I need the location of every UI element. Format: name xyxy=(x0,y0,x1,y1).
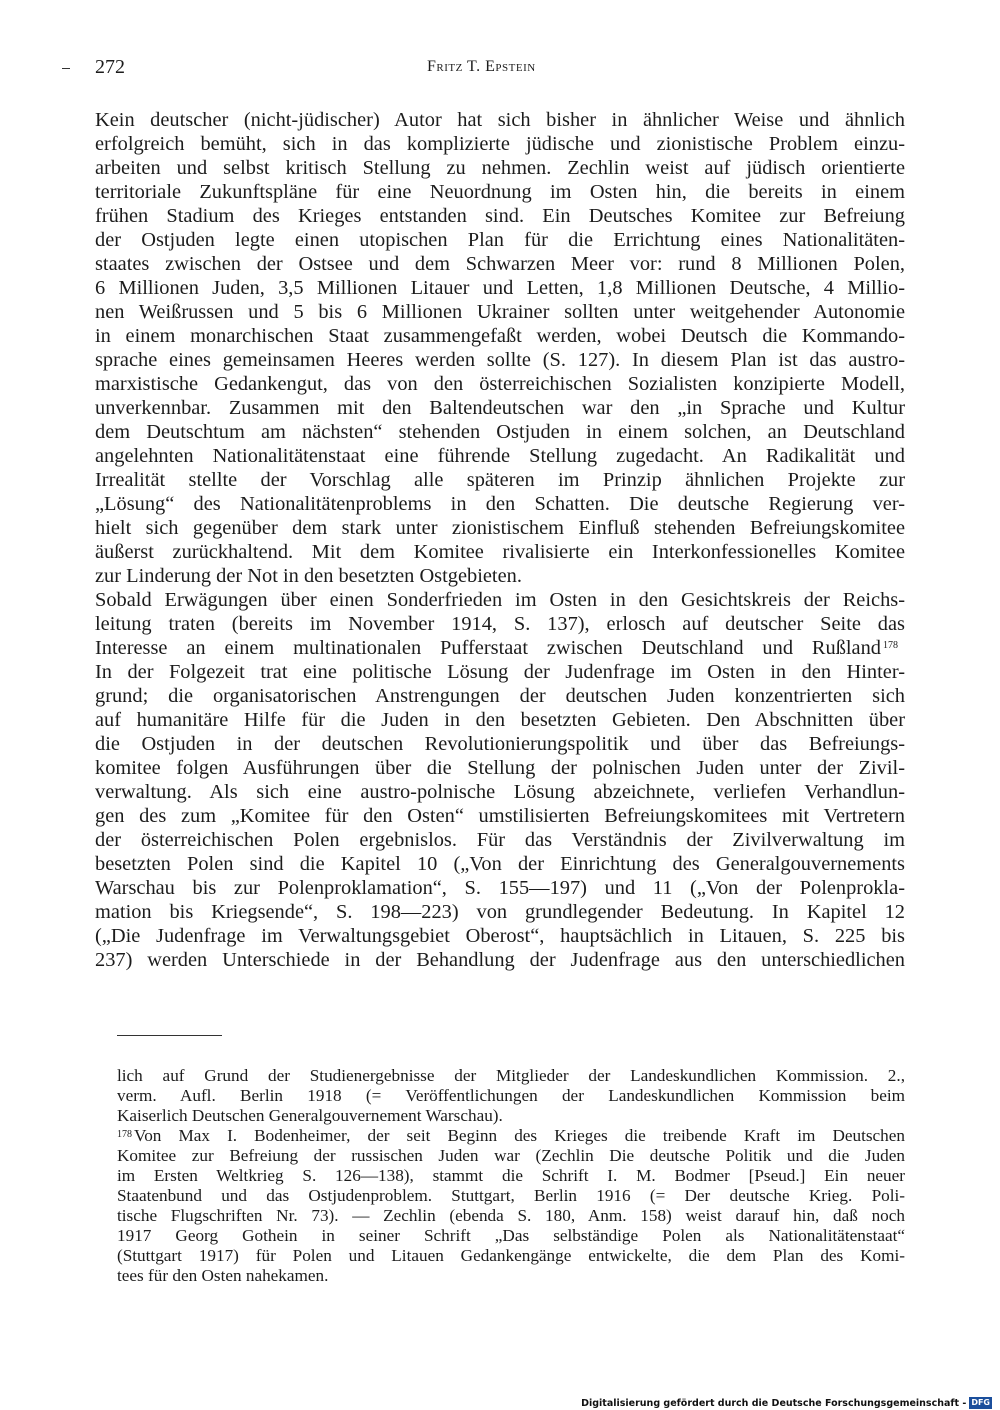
body-line: in einem monarchischen Staat zusammengefaßt werden, wobei Deutsch die Kommando- xyxy=(95,325,905,347)
body-line: gen des zum „Komitee für den Osten“ umstilisierten Befreiungskomitees mit Vertretern xyxy=(95,805,905,827)
body-line: Kein deutscher (nicht-jüdischer) Autor hat sich bisher in ähnlicher Weise und ähnlich xyxy=(95,109,905,131)
page-number: 272 xyxy=(95,56,125,78)
footnote-divider xyxy=(117,1035,222,1036)
footnote-line: verm. Aufl. Berlin 1918 (= Veröffentlichungen der Landeskundlichen Kommission beim xyxy=(117,1086,905,1105)
body-line: 6 Millionen Juden, 3,5 Millionen Litauer und Letten, 1,8 Millionen Deutsche, 4 Millio- xyxy=(95,277,905,299)
footnote-marker: 178 xyxy=(117,1129,132,1140)
body-line: komitee folgen Ausführungen über die Stellung der polnischen Juden unter der Zivil- xyxy=(95,757,905,779)
body-line: („Die Judenfrage im Verwaltungsgebiet Oberost“, hauptsächlich in Litauen, S. 225 bis xyxy=(95,925,905,947)
body-line: frühen Stadium des Krieges entstanden sind. Ein Deutsches Komitee zur Befreiung xyxy=(95,205,905,227)
body-line: grund; die organisatorischen Anstrengungen der deutschen Juden konzentrierten sich xyxy=(95,685,905,707)
footnote-line: Von Max I. Bodenheimer, der seit Beginn des Krieges die treibende Kraft im Deutschen xyxy=(134,1126,905,1145)
running-head-author: Fritz T. Epstein xyxy=(427,58,536,75)
footnote-line: Komitee zur Befreiung der russischen Juden war (Zechlin Die deutsche Politik und die Juden xyxy=(117,1146,905,1165)
body-line: mation bis Kriegsende“, S. 198—223) von grundlegender Bedeutung. In Kapitel 12 xyxy=(95,901,905,923)
dfg-logo: DFG xyxy=(971,1398,990,1407)
body-line: Interesse an einem multinationalen Pufferstaat zwischen Deutschland und Rußland xyxy=(95,637,881,659)
body-line: nen Weißrussen und 5 bis 6 Millionen Ukrainer sollten unter weitgehender Autonomie xyxy=(95,301,905,323)
body-line: dem Deutschtum am nächsten“ stehenden Ostjuden in einem solchen, an Deutschland xyxy=(95,421,905,443)
body-line: auf humanitäre Hilfe für die Juden in den besetzten Gebieten. Den Abschnitten über xyxy=(95,709,905,731)
body-line: 237) werden Unterschiede in der Behandlung der Judenfrage aus den unterschiedlichen xyxy=(95,949,905,971)
body-line: besetzten Polen sind die Kapitel 10 („Von der Einrichtung des Generalgouvernements xyxy=(95,853,905,875)
footnote-line: Staatenbund und das Ostjudenproblem. Stuttgart, Berlin 1916 (= Der deutsche Krieg. Poli- xyxy=(117,1186,905,1205)
footnote-line: (Stuttgart 1917) für Polen und Litauen Gedankengänge entwickelte, die dem Plan des Komi- xyxy=(117,1246,905,1265)
digitization-notice xyxy=(581,1397,992,1410)
body-line: unverkennbar. Zusammen mit den Baltendeutschen war den „in Sprache und Kultur xyxy=(95,397,905,419)
body-line: äußerst zurückhaltend. Mit dem Komitee rivalisierte ein Interkonfessionelles Komitee xyxy=(95,541,905,563)
footnote-line: 1917 Georg Gothein in seiner Schrift „Das selbständige Polen als Nationalitätenstaat“ xyxy=(117,1226,905,1245)
footnote-line: tees für den Osten nahekamen. xyxy=(117,1266,329,1285)
footnote-line: lich auf Grund der Studienergebnisse der Mitglieder der Landeskundlichen Kommission. 2., xyxy=(117,1066,905,1085)
body-line: territoriale Zukunftspläne für eine Neuordnung im Osten hin, die bereits in einem xyxy=(95,181,905,203)
margin-mark xyxy=(62,68,70,69)
footnote-line: tische Flugschriften Nr. 73). — Zechlin (ebenda S. 180, Anm. 158) weist darauf hin, daß noch xyxy=(117,1206,905,1225)
body-line: arbeiten und selbst kritisch Stellung zu nehmen. Zechlin weist auf jüdisch orientierte xyxy=(95,157,905,179)
body-line: der österreichischen Polen ergebnislos. Für das Verständnis der Zivilverwaltung im xyxy=(95,829,905,851)
digitization-notice-text: Digitalisierung gefördert durch die Deutsche Forschungsgemeinschaft - xyxy=(581,1398,967,1409)
body-line: der Ostjuden legte einen utopischen Plan für die Errichtung eines Nationalitäten- xyxy=(95,229,905,251)
body-line: marxistische Gedankengut, das von den österreichischen Sozialisten konzipierte Modell, xyxy=(95,373,905,395)
body-line: verwaltung. Als sich eine austro-polnische Lösung abzeichnete, verliefen Verhandlun- xyxy=(95,781,905,803)
body-line: Irrealität stellte der Vorschlag alle späteren im Prinzip ähnlichen Projekte zur xyxy=(95,469,905,491)
body-line: Sobald Erwägungen über einen Sonderfrieden im Osten in den Gesichtskreis der Reichs- xyxy=(95,589,905,611)
body-line: sprache eines gemeinsamen Heeres werden sollte (S. 127). In diesem Plan ist das austro- xyxy=(95,349,905,371)
body-line: angelehnten Nationalitätenstaat eine führende Stellung zugedacht. An Radikalität und xyxy=(95,445,905,467)
body-line: erfolgreich bemüht, sich in das komplizierte jüdische und zionistische Problem einzu- xyxy=(95,133,905,155)
footnote-line: Kaiserlich Deutschen Generalgouvernement Warschau). xyxy=(117,1106,503,1125)
body-line: die Ostjuden in der deutschen Revolutionierungspolitik und über das Befreiungs- xyxy=(95,733,905,755)
body-line: staates zwischen der Ostsee und dem Schwarzen Meer vor: rund 8 Millionen Polen, xyxy=(95,253,905,275)
body-line: hielt sich gegenüber dem stark unter zionistischem Einfluß stehenden Befreiungskomitee xyxy=(95,517,905,539)
body-line: zur Linderung der Not in den besetzten Ostgebieten. xyxy=(95,565,522,587)
footnote-line: im Ersten Weltkrieg S. 126—138), stammt die Schrift I. M. Bodmer [Pseud.] Ein neuer xyxy=(117,1166,905,1185)
body-line: Warschau bis zur Polenproklamation“, S. 155—197) und 11 („Von der Polenprokla- xyxy=(95,877,905,899)
body-line: „Lösung“ des Nationalitätenproblems in den Schatten. Die deutsche Regierung ver- xyxy=(95,493,905,515)
footnote-reference[interactable]: 178 xyxy=(883,640,898,651)
body-line: leitung traten (bereits im November 1914, S. 137), erlosch auf deutscher Seite das xyxy=(95,613,905,635)
body-line: In der Folgezeit trat eine politische Lösung der Judenfrage im Osten in den Hinter- xyxy=(95,661,905,683)
